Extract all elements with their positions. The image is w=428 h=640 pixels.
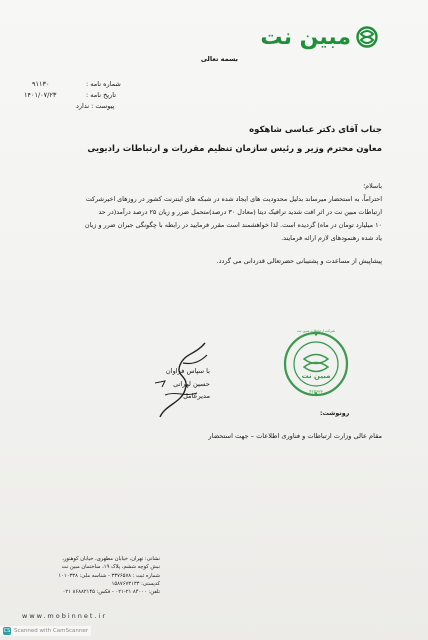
letter-number-value: ۹۱۱۳۰ bbox=[32, 80, 50, 88]
scanner-watermark bbox=[0, 626, 91, 636]
footer-phone-fax: تلفن: ۸۴۰۰۰ ۲۱-۰۲۱ - فکس: ۸۶۸۸۲۱۴۵ ۰۲۱ bbox=[62, 589, 160, 596]
footer-registration: شماره ثبت : ۳۳۷۶۵۷۸ - شناسه ملی: ۱۰۱۰۳۳۸ bbox=[58, 572, 160, 579]
stamp-registration: ۴۲۵۶۳۳ bbox=[309, 389, 323, 394]
letterhead-footer bbox=[10, 555, 160, 596]
company-logo bbox=[260, 20, 378, 54]
attachment-label: پیوست : ندارد bbox=[76, 102, 115, 110]
letter-body bbox=[42, 193, 382, 245]
logo-text: مبین نت bbox=[260, 24, 351, 50]
letter-number-label: شماره نامه : bbox=[86, 80, 121, 88]
recipient-title: معاون محترم وزیر و رئیس سازمان تنظیم مقررات و ارتباطات رادیویی bbox=[87, 144, 382, 154]
signatory-name: حسین لهراتی bbox=[173, 379, 210, 388]
stamp-ring-text: شرکت ارتباطات مبین نت bbox=[296, 329, 336, 333]
signature-salutation: با سپاس فراوان bbox=[165, 367, 210, 375]
cc-label: رونوشت: bbox=[320, 410, 350, 417]
camscanner-icon: CS bbox=[3, 628, 11, 634]
company-stamp bbox=[282, 330, 350, 402]
recipient-name: جناب آقای دکتر عباسی شاهکوه bbox=[249, 125, 382, 135]
logo-knot-icon bbox=[356, 26, 378, 48]
signatory-title: مدیرعامل bbox=[183, 392, 210, 400]
body-line: ۱۰ میلیارد تومان در ماه) گردیده است. لذا خواهشمند است مقرر فرمایید در رابطه با چگونگی جبران ضرر و زیان bbox=[84, 221, 382, 229]
basmala: بسمه تعالی bbox=[200, 55, 238, 63]
greeting: باسلام؛ bbox=[363, 182, 382, 190]
footer-website: www.mobinnet.ir bbox=[22, 612, 107, 620]
body-line: احتراماً، به استحضار میرساند بدلیل محدودیت های ایجاد شده در شبکه های اینترنت کشور در روزهای اخیرشرکت bbox=[85, 195, 382, 203]
stamp-center-text: مبین نت bbox=[301, 372, 331, 380]
body-line: یاد شده رهنمودهای لازم ارائه فرمایند. bbox=[281, 234, 382, 242]
scanner-text: Scanned with CamScanner bbox=[14, 628, 88, 634]
footer-address-1: نشانی: تهران، خیابان مطهری، خیابان کوهنور، bbox=[62, 556, 160, 562]
letter-date-value: ۱۴۰۱/۰۷/۲۳ bbox=[24, 91, 57, 99]
signature-block bbox=[130, 365, 210, 403]
footer-address-2: نبش کوچه ششم، پلاک ۱۹، ساختمان مبین نت bbox=[61, 564, 160, 571]
letter-meta bbox=[0, 80, 150, 113]
closing-line: پیشاپیش از مساعدت و پشتیبانی حضرتعالی قدردانی می گردد. bbox=[216, 257, 382, 265]
footer-postal-code: کدپستی: ۱۵۸۷۶۷۳۱۳۳ bbox=[111, 580, 160, 587]
cc-recipient: مقام عالی وزارت ارتباطات و فناوری اطلاعات – جهت استحضار bbox=[208, 432, 382, 440]
letter-date-label: تاریخ نامه : bbox=[86, 91, 117, 99]
body-line: ارتباطات مبین نت در اثر افت شدید ترافیک دیتا (معادل ۳۰ درصد)متحمل ضرر و زیان ۲۵ درصد درآمد(در حد bbox=[98, 208, 382, 216]
